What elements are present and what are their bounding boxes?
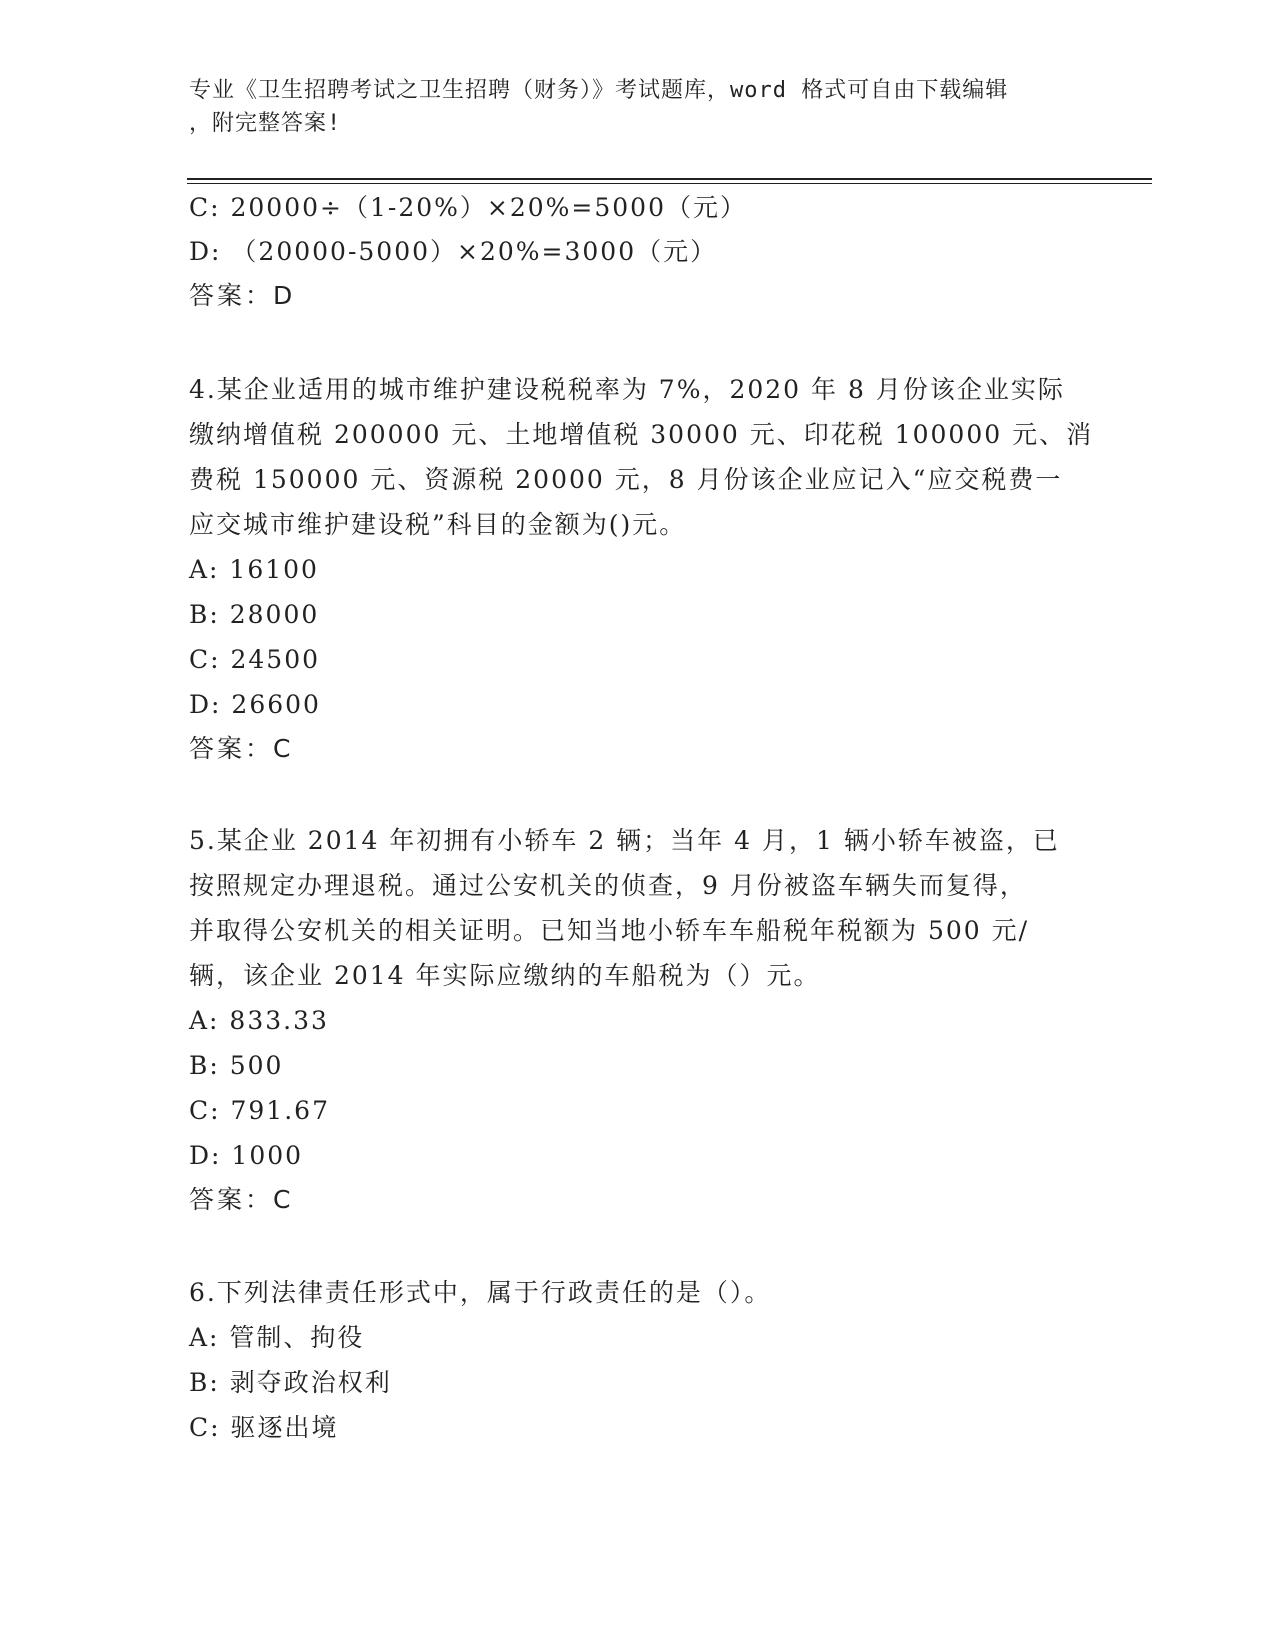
document-header — [189, 74, 1069, 140]
q5-stem-line-4: 辆，该企业 2014 年实际应缴纳的车船税为（）元。 — [189, 961, 821, 990]
q5-stem-line-1: 5.某企业 2014 年初拥有小轿车 2 辆；当年 4 月，1 辆小轿车被盗，已 — [189, 826, 1060, 855]
header-line-2: ，附完整答案! — [189, 111, 342, 136]
q5-option-d: D: 1000 — [189, 1141, 304, 1170]
q6-stem-line-1: 6.下列法律责任形式中，属于行政责任的是（）。 — [189, 1278, 772, 1307]
q4-option-d: D: 26600 — [189, 690, 321, 719]
q3-answer: 答案：D — [189, 281, 296, 310]
q5-option-a: A: 833.33 — [189, 1006, 329, 1035]
q4-stem-line-3: 费税 150000 元、资源税 20000 元，8 月份该企业应记入“应交税费一 — [189, 465, 1063, 494]
header-divider-thick — [187, 178, 1152, 180]
q6-option-b: B: 剥夺政治权利 — [189, 1368, 392, 1397]
q5-answer: 答案：C — [189, 1185, 294, 1214]
q4-stem-line-4: 应交城市维护建设税”科目的金额为()元。 — [189, 510, 687, 539]
q4-stem-line-2: 缴纳增值税 200000 元、土地增值税 30000 元、印花税 100000 元、消 — [189, 420, 1094, 449]
q3-option-c: C: 20000÷（1-20%）×20%=5000（元） — [189, 193, 747, 222]
q6-option-a: A: 管制、拘役 — [189, 1323, 365, 1352]
header-divider-thin — [187, 183, 1152, 184]
q4-stem-line-1: 4.某企业适用的城市维护建设税税率为 7%，2020 年 8 月份该企业实际 — [189, 375, 1065, 404]
q4-option-c: C: 24500 — [189, 645, 321, 674]
q5-option-c: C: 791.67 — [189, 1096, 330, 1125]
q5-stem-line-3: 并取得公安机关的相关证明。已知当地小轿车车船税年税额为 500 元/ — [189, 916, 1030, 945]
q5-stem-line-2: 按照规定办理退税。通过公安机关的侦查，9 月份被盗车辆失而复得， — [189, 871, 1027, 900]
header-line-1: 专业《卫生招聘考试之卫生招聘（财务）》考试题库，word 格式可自由下载编辑 — [189, 78, 1009, 103]
q6-option-c: C: 驱逐出境 — [189, 1413, 339, 1442]
q4-answer: 答案：C — [189, 734, 294, 763]
q4-option-a: A: 16100 — [189, 555, 319, 584]
q5-option-b: B: 500 — [189, 1051, 284, 1080]
q3-option-d: D: （20000-5000）×20%=3000（元） — [189, 237, 718, 266]
q4-option-b: B: 28000 — [189, 600, 320, 629]
